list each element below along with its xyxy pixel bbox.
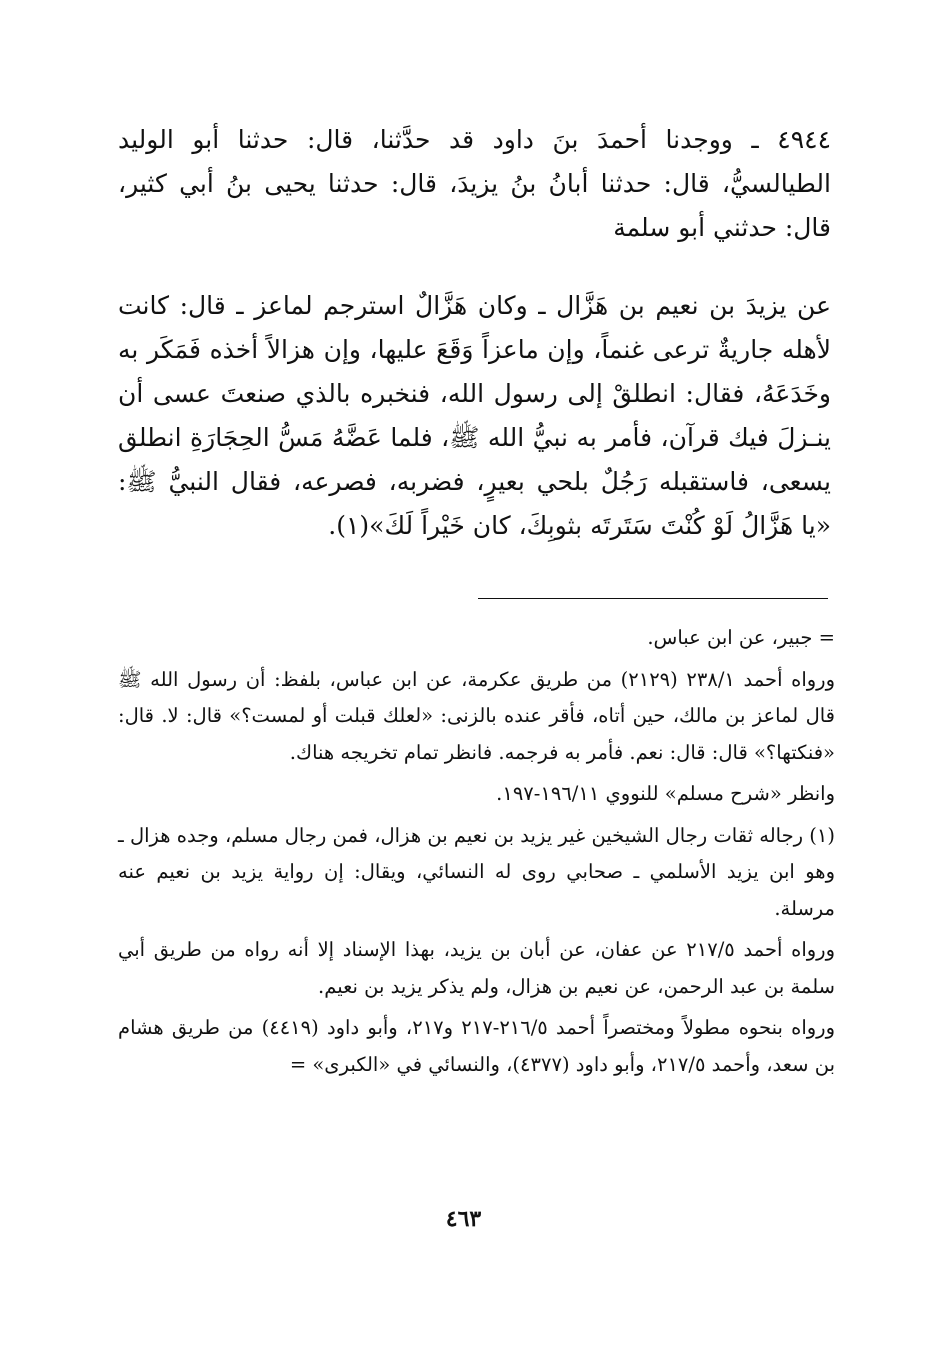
footnote-paragraph: وانظر «شرح مسلم» للنووي ١٩٦/١١-١٩٧.	[496, 782, 835, 805]
footnote-paragraph: ورواه أحمد ٢٣٨/١ (٢١٢٩) من طريق عكرمة، عن ابن عباس، بلفظ: أن رسول الله ﷺ قال لماعز بن مالك، حين أتاه، فأقر عنده بالزنى: «لعلك قبلت أو لمست؟» قال: لا. قال: «فنكتها؟» قال: قال: نعم. فأمر به فرجمه. فانظر تمام تخريجه هناك.	[118, 667, 836, 764]
hadith-body-paragraph: عن يزيدَ بن نعيم بن هَزَّال ـ وكان هَزَّالٌ استرجم لماعز ـ قال: كانت لأهله جاريةٌ ترعى غنماً، وإن ماعزاً وَقَعَ عليها، وإن هزالاً أخذه فَمَكَر به وخَدَعَهُ، فقال: انطلقْ إلى رسول الله، فنخبره بالذي صنعتَ عسى أن ينـزلَ فيك قرآن، فأمر به نبيُّ الله ﷺ، فلما عَضَّهُ مَسُّ الحِجَارَةِ انطلق يسعى، فاستقبله رَجُلٌ بلحي بعيرٍ، فضربه، فصرعه، فقال النبيُّ ﷺ: «يا هَزَّالُ لَوْ كُنْتَ سَتَرتَه بثوبِكَ، كان خَيْراً لَكَ»(١).	[118, 291, 831, 540]
hadith-intro-paragraph: ٤٩٤٤ ـ ووجدنا أحمدَ بنَ داود قد حدَّثنا، قال: حدثنا أبو الوليد الطيالسيُّ، قال: حدثنا أبانُ بنُ يزيدَ، قال: حدثنا يحيى بنُ أبي كثير، قال: حدثني أبو سلمة	[118, 125, 831, 242]
hadith-isnad	[118, 118, 831, 250]
hadith-matn	[118, 284, 831, 548]
page-number: ٤٦٣	[445, 1206, 482, 1232]
footnotes-section	[118, 620, 835, 1083]
footnote-paragraph: ورواه بنحوه مطولاً ومختصراً أحمد ٢١٦/٥-٢١٧ و٢١٧، وأبو داود (٤٤١٩) من طريق هشام بن سعد، وأحمد ٢١٧/٥، وأبو داود (٤٣٧٧)، والنسائي في «الكبرى» =	[118, 1016, 835, 1076]
footnote-divider	[478, 598, 828, 599]
footnote-paragraph: ورواه أحمد ٢١٧/٥ عن عفان، عن أبان بن يزيد، بهذا الإسناد إلا أنه رواه من طريق أبي سلمة بن عبد الرحمن، عن نعيم بن هزال، ولم يذكر يزيد بن نعيم.	[118, 938, 835, 998]
footnote-1: (١) رجاله ثقات رجال الشيخين غير يزيد بن نعيم بن هزال، فمن رجال مسلم، وجده هزال ـ وهو ابن يزيد الأسلمي ـ صحابي روى له النسائي، ويقال: إن رواية يزيد بن نعيم عنه مرسلة.	[118, 823, 835, 920]
footnote-continuation: = جبير، عن ابن عباس.	[647, 626, 835, 649]
